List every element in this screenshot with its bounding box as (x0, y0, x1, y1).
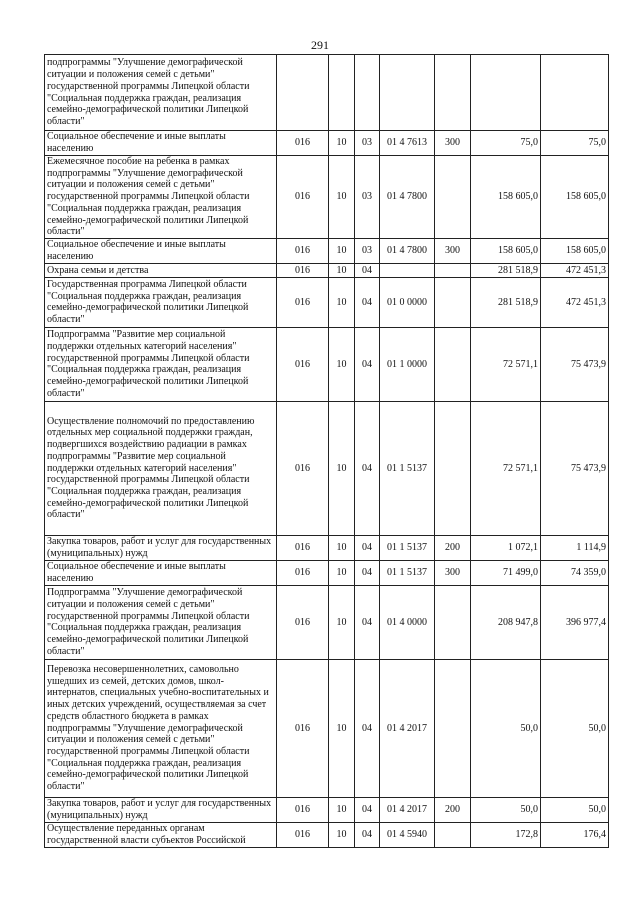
section-code: 10 (329, 822, 355, 847)
table-row (45, 156, 609, 239)
subsection-code: 04 (355, 659, 380, 797)
row-name: Социальное обеспечение и иные выплаты населению (45, 131, 277, 156)
section-code: 10 (329, 263, 355, 277)
row-name: Закупка товаров, работ и услуг для государственных (муниципальных) нужд (45, 535, 277, 560)
table-row (45, 560, 609, 585)
sum-year-2: 75 473,9 (541, 401, 609, 535)
section-code: 10 (329, 797, 355, 822)
sum-year-1: 208 947,8 (471, 585, 541, 659)
sum-year-2: 176,4 (541, 822, 609, 847)
table-row (45, 822, 609, 847)
sum-year-1: 75,0 (471, 131, 541, 156)
target-article (380, 55, 435, 131)
sum-year-1: 281 518,9 (471, 263, 541, 277)
ministry-code: 016 (277, 131, 329, 156)
row-name: подпрограммы "Улучшение демографической ситуации и положения семей с детьми" государственной программы Липецкой области "Социальная поддержка граждан, реализация семейно-демографической политики Липецкой области" (45, 55, 277, 131)
sum-year-2: 1 114,9 (541, 535, 609, 560)
target-article: 01 1 0000 (380, 327, 435, 401)
row-name: Охрана семьи и детства (45, 263, 277, 277)
target-article: 01 4 7800 (380, 238, 435, 263)
section-code (329, 55, 355, 131)
section-code: 10 (329, 560, 355, 585)
sum-year-1: 71 499,0 (471, 560, 541, 585)
target-article: 01 4 2017 (380, 659, 435, 797)
table-row (45, 797, 609, 822)
expense-type: 300 (435, 560, 471, 585)
section-code: 10 (329, 659, 355, 797)
table-row (45, 263, 609, 277)
sum-year-1: 158 605,0 (471, 238, 541, 263)
table-row (45, 401, 609, 535)
sum-year-1: 158 605,0 (471, 156, 541, 239)
row-name: Социальное обеспечение и иные выплаты населению (45, 560, 277, 585)
subsection-code: 04 (355, 560, 380, 585)
section-code: 10 (329, 401, 355, 535)
ministry-code: 016 (277, 585, 329, 659)
ministry-code: 016 (277, 263, 329, 277)
ministry-code: 016 (277, 535, 329, 560)
ministry-code: 016 (277, 401, 329, 535)
subsection-code: 04 (355, 797, 380, 822)
expense-type: 300 (435, 131, 471, 156)
subsection-code: 04 (355, 401, 380, 535)
subsection-code: 03 (355, 238, 380, 263)
ministry-code: 016 (277, 238, 329, 263)
row-name: Осуществление переданных органам государственной власти субъектов Российской (45, 822, 277, 847)
row-name: Перевозка несовершеннолетних, самовольно ушедших из семей, детских домов, школ-интернатов, специальных учебно-воспитательных и иных детских учреждений, осуществляемая за счет средств областного бюджета в рамках подпрограммы "Улучшение демографической ситуации и положения семей с детьми" государственной программы Липецкой области "Социальная поддержка граждан, реализация семейно-демографической политики Липецкой области" (45, 659, 277, 797)
section-code: 10 (329, 238, 355, 263)
target-article: 01 4 7800 (380, 156, 435, 239)
section-code: 10 (329, 585, 355, 659)
sum-year-2: 74 359,0 (541, 560, 609, 585)
sum-year-1 (471, 55, 541, 131)
row-name: Подпрограмма "Улучшение демографической ситуации и положения семей с детьми" государственной программы Липецкой области "Социальная поддержка граждан, реализация семейно-демографической политики Липецкой области" (45, 585, 277, 659)
ministry-code (277, 55, 329, 131)
target-article: 01 4 0000 (380, 585, 435, 659)
sum-year-2 (541, 55, 609, 131)
sum-year-2: 50,0 (541, 659, 609, 797)
expense-type (435, 263, 471, 277)
ministry-code: 016 (277, 327, 329, 401)
sum-year-2: 472 451,3 (541, 277, 609, 327)
sum-year-1: 50,0 (471, 659, 541, 797)
target-article: 01 1 5137 (380, 401, 435, 535)
target-article: 01 4 2017 (380, 797, 435, 822)
sum-year-2: 472 451,3 (541, 263, 609, 277)
expense-type (435, 277, 471, 327)
expense-type: 200 (435, 535, 471, 560)
sum-year-2: 158 605,0 (541, 156, 609, 239)
target-article: 01 1 5137 (380, 560, 435, 585)
row-name: Государственная программа Липецкой области "Социальная поддержка граждан, реализация семейно-демографической политики Липецкой области" (45, 277, 277, 327)
row-name: Закупка товаров, работ и услуг для государственных (муниципальных) нужд (45, 797, 277, 822)
table-row (45, 585, 609, 659)
subsection-code: 04 (355, 277, 380, 327)
table-row (45, 131, 609, 156)
subsection-code: 04 (355, 585, 380, 659)
subsection-code: 04 (355, 263, 380, 277)
expense-type (435, 327, 471, 401)
expense-type (435, 55, 471, 131)
table-row (45, 659, 609, 797)
sum-year-1: 172,8 (471, 822, 541, 847)
row-name: Подпрограмма "Развитие мер социальной поддержки отдельных категорий населения" государственной программы Липецкой области "Социальная поддержка граждан, реализация семейно-демографической политики Липецкой области" (45, 327, 277, 401)
page-number: 291 (311, 38, 329, 52)
sum-year-2: 50,0 (541, 797, 609, 822)
row-name: Осуществление полномочий по предоставлению отдельных мер социальной поддержки граждан, подвергшихся воздействию радиации в рамках подпрограммы "Развитие мер социальной поддержки отдельных категорий населения" государственной программы Липецкой области "Социальная поддержка граждан, реализация семейно-демографической политики Липецкой области" (45, 401, 277, 535)
table-row (45, 277, 609, 327)
section-code: 10 (329, 535, 355, 560)
expense-type: 300 (435, 238, 471, 263)
section-code: 10 (329, 131, 355, 156)
expense-type (435, 156, 471, 239)
sum-year-1: 72 571,1 (471, 327, 541, 401)
sum-year-2: 158 605,0 (541, 238, 609, 263)
sum-year-1: 50,0 (471, 797, 541, 822)
ministry-code: 016 (277, 659, 329, 797)
target-article: 01 1 5137 (380, 535, 435, 560)
subsection-code (355, 55, 380, 131)
sum-year-2: 396 977,4 (541, 585, 609, 659)
subsection-code: 03 (355, 131, 380, 156)
subsection-code: 04 (355, 535, 380, 560)
section-code: 10 (329, 277, 355, 327)
expense-type (435, 659, 471, 797)
budget-table (44, 54, 609, 848)
ministry-code: 016 (277, 277, 329, 327)
sum-year-1: 281 518,9 (471, 277, 541, 327)
expense-type (435, 401, 471, 535)
sum-year-2: 75,0 (541, 131, 609, 156)
expense-type (435, 822, 471, 847)
expense-type: 200 (435, 797, 471, 822)
sum-year-1: 1 072,1 (471, 535, 541, 560)
target-article (380, 263, 435, 277)
ministry-code: 016 (277, 797, 329, 822)
row-name: Ежемесячное пособие на ребенка в рамках подпрограммы "Улучшение демографической ситуации и положения семей с детьми" государственной программы Липецкой области "Социальная поддержка граждан, реализация семейно-демографической политики Липецкой области" (45, 156, 277, 239)
subsection-code: 04 (355, 327, 380, 401)
section-code: 10 (329, 156, 355, 239)
subsection-code: 03 (355, 156, 380, 239)
target-article: 01 0 0000 (380, 277, 435, 327)
table-row (45, 327, 609, 401)
expense-type (435, 585, 471, 659)
ministry-code: 016 (277, 156, 329, 239)
table-row (45, 55, 609, 131)
table-row (45, 238, 609, 263)
sum-year-2: 75 473,9 (541, 327, 609, 401)
sum-year-1: 72 571,1 (471, 401, 541, 535)
row-name: Социальное обеспечение и иные выплаты населению (45, 238, 277, 263)
target-article: 01 4 5940 (380, 822, 435, 847)
target-article: 01 4 7613 (380, 131, 435, 156)
ministry-code: 016 (277, 560, 329, 585)
ministry-code: 016 (277, 822, 329, 847)
section-code: 10 (329, 327, 355, 401)
table-row (45, 535, 609, 560)
subsection-code: 04 (355, 822, 380, 847)
